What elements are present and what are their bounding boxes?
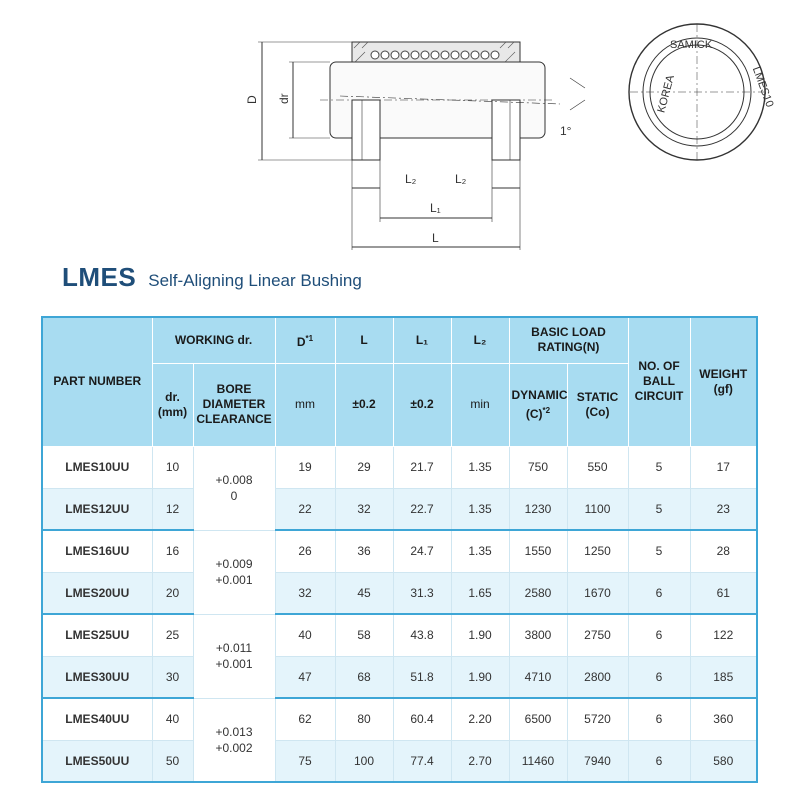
cell-dynamic: 2580	[509, 572, 567, 614]
header-D: $D^{*1}$	[275, 317, 335, 363]
cell-part: LMES10UU	[42, 446, 152, 488]
cell-dynamic: 6500	[509, 698, 567, 740]
cell-static: 1100	[567, 488, 628, 530]
cell-L2: 1.35	[451, 530, 509, 572]
cell-circuit: 5	[628, 446, 690, 488]
cell-part: LMES25UU	[42, 614, 152, 656]
table-row	[42, 530, 757, 572]
label-angle: 1°	[560, 124, 572, 138]
cell-L2: 2.20	[451, 698, 509, 740]
cell-dr: 16	[152, 530, 193, 572]
cell-L1: 31.3	[393, 572, 451, 614]
cell-weight: 360	[690, 698, 757, 740]
header-dr-mm: dr. (mm)	[152, 363, 193, 446]
cell-L: 36	[335, 530, 393, 572]
cell-L1: 51.8	[393, 656, 451, 698]
cell-circuit: 6	[628, 740, 690, 782]
ring-text-left: KOREA	[655, 73, 677, 115]
cell-weight: 580	[690, 740, 757, 782]
cell-clearance: +0.009 +0.001	[193, 530, 275, 614]
cell-circuit: 6	[628, 614, 690, 656]
cell-L1: 24.7	[393, 530, 451, 572]
cell-dr: 20	[152, 572, 193, 614]
cell-static: 7940	[567, 740, 628, 782]
bushing-technical-drawing	[0, 0, 800, 260]
label-dr: dr	[277, 93, 291, 104]
cell-part: LMES30UU	[42, 656, 152, 698]
cell-clearance: +0.011 +0.001	[193, 614, 275, 698]
table-row	[42, 572, 757, 614]
label-D: D	[245, 95, 259, 104]
header-working-dr: WORKING dr.	[152, 317, 275, 363]
cell-L1: 43.8	[393, 614, 451, 656]
cell-L1: 22.7	[393, 488, 451, 530]
cell-weight: 185	[690, 656, 757, 698]
cell-part: LMES20UU	[42, 572, 152, 614]
cell-dynamic: 750	[509, 446, 567, 488]
ring-text-right: LMES10	[749, 65, 776, 109]
table-row	[42, 656, 757, 698]
cell-clearance: +0.008 0	[193, 446, 275, 530]
cell-weight: 61	[690, 572, 757, 614]
cell-D: 19	[275, 446, 335, 488]
header-L1: L₁	[393, 317, 451, 363]
header-D-unit: mm	[275, 363, 335, 446]
header-basic-load: BASIC LOAD RATING(N)	[509, 317, 628, 363]
header-static: STATIC (Co)	[567, 363, 628, 446]
cell-L2: 2.70	[451, 740, 509, 782]
cell-dr: 25	[152, 614, 193, 656]
cell-dynamic: 1230	[509, 488, 567, 530]
cell-part: LMES50UU	[42, 740, 152, 782]
cell-D: 75	[275, 740, 335, 782]
label-L2-right: L₂	[455, 172, 467, 186]
header-L2: L₂	[451, 317, 509, 363]
product-code: LMES	[62, 262, 137, 292]
header-bore-clearance: BORE DIAMETER CLEARANCE	[193, 363, 275, 446]
cell-part: LMES16UU	[42, 530, 152, 572]
cell-part: LMES12UU	[42, 488, 152, 530]
label-L2-left: L₂	[405, 172, 417, 186]
header-L2-unit: min	[451, 363, 509, 446]
cell-dr: 10	[152, 446, 193, 488]
cell-static: 550	[567, 446, 628, 488]
cell-dynamic: 3800	[509, 614, 567, 656]
cell-static: 2750	[567, 614, 628, 656]
table-row	[42, 446, 757, 488]
cell-L: 80	[335, 698, 393, 740]
cell-L2: 1.65	[451, 572, 509, 614]
table-row	[42, 698, 757, 740]
cell-static: 5720	[567, 698, 628, 740]
cell-L2: 1.90	[451, 656, 509, 698]
header-L: L	[335, 317, 393, 363]
cell-L: 32	[335, 488, 393, 530]
label-L: L	[432, 231, 439, 245]
specification-table	[41, 316, 758, 783]
cell-L2: 1.90	[451, 614, 509, 656]
cell-dr: 30	[152, 656, 193, 698]
cell-L: 58	[335, 614, 393, 656]
cell-D: 62	[275, 698, 335, 740]
header-L1-tol: ±0.2	[393, 363, 451, 446]
label-L1: L₁	[430, 201, 441, 215]
table-row	[42, 488, 757, 530]
header-part-number: PART NUMBER	[42, 317, 152, 446]
cell-weight: 17	[690, 446, 757, 488]
cell-L1: 60.4	[393, 698, 451, 740]
cell-L: 100	[335, 740, 393, 782]
cell-D: 22	[275, 488, 335, 530]
table-row	[42, 614, 757, 656]
cell-dr: 12	[152, 488, 193, 530]
cell-circuit: 6	[628, 572, 690, 614]
cell-dynamic: 1550	[509, 530, 567, 572]
cell-static: 2800	[567, 656, 628, 698]
header-weight: WEIGHT (gf)	[690, 317, 757, 446]
cell-static: 1250	[567, 530, 628, 572]
cell-L2: 1.35	[451, 488, 509, 530]
header-dynamic: DYNAMIC $(C)^{*2}$	[509, 363, 567, 446]
cell-clearance: +0.013 +0.002	[193, 698, 275, 782]
ring-text-top: SAMICK	[670, 39, 713, 51]
cell-circuit: 5	[628, 530, 690, 572]
cell-dynamic: 11460	[509, 740, 567, 782]
cell-L: 29	[335, 446, 393, 488]
cell-L1: 21.7	[393, 446, 451, 488]
cell-D: 32	[275, 572, 335, 614]
header-L-tol: ±0.2	[335, 363, 393, 446]
cell-D: 26	[275, 530, 335, 572]
cell-dr: 50	[152, 740, 193, 782]
cell-weight: 28	[690, 530, 757, 572]
header-ball-circuit: NO. OF BALL CIRCUIT	[628, 317, 690, 446]
cell-circuit: 6	[628, 698, 690, 740]
cell-L2: 1.35	[451, 446, 509, 488]
cell-circuit: 5	[628, 488, 690, 530]
cell-dr: 40	[152, 698, 193, 740]
table-row	[42, 740, 757, 782]
cell-L: 45	[335, 572, 393, 614]
cell-L: 68	[335, 656, 393, 698]
cell-circuit: 6	[628, 656, 690, 698]
cell-part: LMES40UU	[42, 698, 152, 740]
cell-static: 1670	[567, 572, 628, 614]
product-title	[62, 262, 362, 292]
cell-D: 40	[275, 614, 335, 656]
cell-D: 47	[275, 656, 335, 698]
cell-dynamic: 4710	[509, 656, 567, 698]
cell-weight: 122	[690, 614, 757, 656]
cell-weight: 23	[690, 488, 757, 530]
product-description: Self-Aligning Linear Bushing	[148, 271, 362, 290]
cell-L1: 77.4	[393, 740, 451, 782]
